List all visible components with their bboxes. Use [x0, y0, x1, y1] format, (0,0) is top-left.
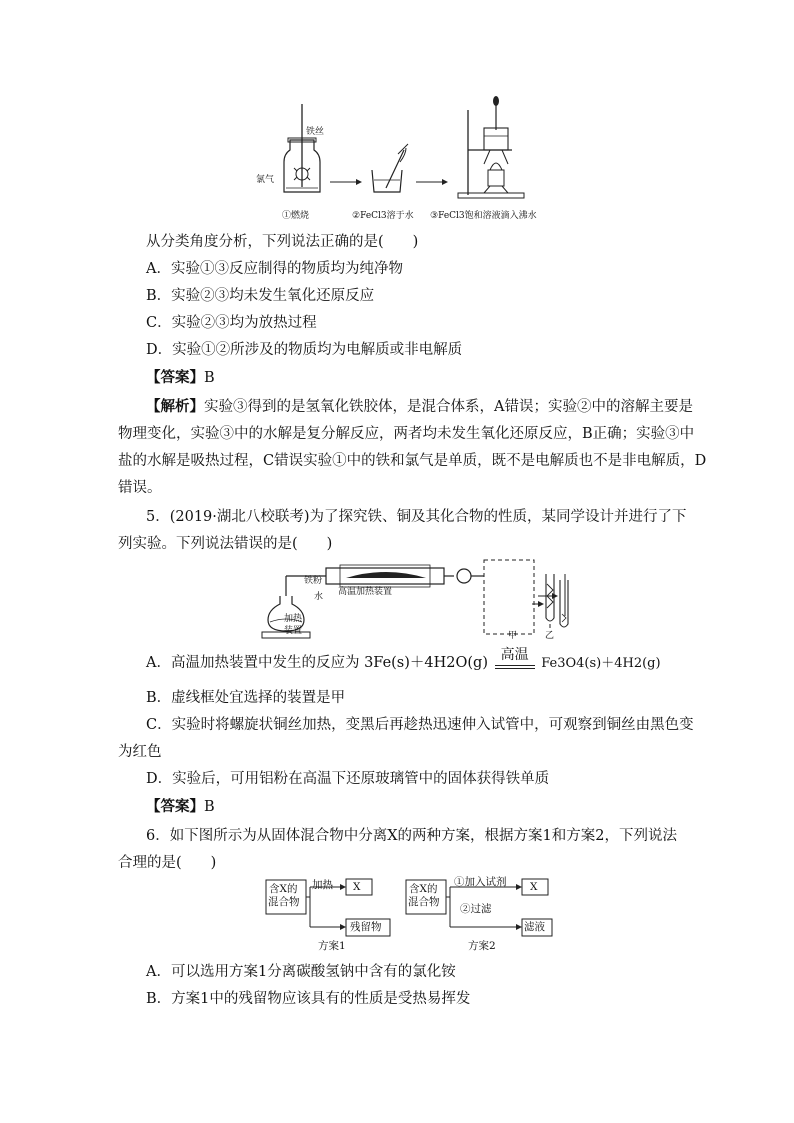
q5-option-b: B．虚线框处宜选择的装置是甲	[146, 690, 346, 706]
q5-stem-line-1: 5．(2019·湖北八校联考)为了探究铁、铜及其化合物的性质，某同学设计并进行了下	[146, 509, 687, 525]
test-tube-yi	[528, 570, 568, 630]
analysis-label: 【解析】	[146, 398, 204, 415]
experiment-figure-1	[250, 92, 550, 227]
q5-option-c-line-2: 为红色	[118, 744, 162, 760]
q5-option-a	[146, 647, 661, 674]
q5-option-d: D．实验后，可用铝粉在高温下还原玻璃管中的固体获得铁单质	[146, 771, 550, 787]
label-yi: 乙	[545, 631, 555, 641]
q4-analysis-line-2: 物理变化，实验③中的水解是复分解反应，两者均未发生氧化还原反应，B正确；实验③中	[118, 426, 695, 442]
caption-experiment-2: ②FeCl3溶于水	[352, 211, 414, 221]
scheme1-step: 加热	[312, 879, 333, 891]
label-iron-powder: 铁粉	[304, 576, 323, 586]
label-iron-wire: 铁丝	[306, 127, 325, 137]
q6-option-b: B．方案1中的残留物应该具有的性质是受热易挥发	[146, 991, 471, 1007]
reaction-condition	[493, 647, 537, 673]
condition-text: 高温	[500, 647, 529, 663]
q4-stem: 从分类角度分析，下列说法正确的是( )	[146, 234, 419, 250]
scheme2-name: 方案2	[468, 940, 496, 952]
label-jia: 甲	[508, 631, 518, 641]
scheme1-output-x: X	[353, 881, 361, 893]
q4-option-b: B．实验②③均未发生氧化还原反应	[146, 288, 375, 304]
q6-stem-line-2: 合理的是( )	[118, 855, 217, 871]
q4-analysis-line-3: 盐的水解是吸热过程，C错误实验①中的铁和氯气是单质，既不是电解质也不是非电解质，D	[118, 453, 707, 469]
scheme1-mixture-line-2: 混合物	[268, 896, 300, 908]
q6-stem-line-1: 6．如下图所示为从固体混合物中分离X的两种方案，根据方案1和方案2，下列说法	[146, 828, 677, 844]
label-water: 水	[314, 592, 324, 602]
equals-bar	[495, 665, 535, 666]
q4-analysis-line-4: 错误。	[118, 480, 162, 496]
analysis-text: 实验③得到的是氢氧化铁胶体，是混合体系，A错误；实验②中的溶解主要是	[204, 399, 693, 415]
q6-option-a: A．可以选用方案1分离碳酸氢钠中含有的氯化铵	[146, 964, 456, 980]
q4-option-c: C．实验②③均为放热过程	[146, 315, 317, 331]
label-heating-device-2: 装置	[284, 626, 303, 636]
scheme1-output-residue: 残留物	[350, 921, 382, 933]
q5-answer	[146, 797, 215, 817]
scheme1-mixture-line-1: 含X的	[269, 883, 298, 895]
caption-experiment-1: ①燃烧	[282, 211, 310, 221]
label-chlorine: 氯气	[256, 175, 275, 185]
label-heating-device-1: 加热	[284, 614, 303, 624]
caption-experiment-3: ③FeCl3饱和溶液滴入沸水	[430, 211, 537, 221]
q4-answer	[146, 368, 215, 388]
label-heating-tube: 高温加热装置	[338, 587, 393, 597]
scheme2-output-filtrate: 滤液	[524, 921, 545, 933]
q5-stem-line-2: 列实验。下列说法错误的是( )	[118, 536, 333, 552]
equals-bar	[495, 668, 535, 669]
answer-label: 【答案】	[146, 798, 204, 815]
scheme2-mixture-line-2: 混合物	[408, 896, 440, 908]
scheme2-step-2: ②过滤	[460, 903, 492, 915]
q4-option-a: A．实验①③反应制得的物质均为纯净物	[146, 261, 403, 277]
q5-option-c-line-1: C．实验时将螺旋状铜丝加热，变黑后再趁热迅速伸入试管中，可观察到铜丝由黑色变	[146, 717, 694, 733]
option-a-suffix: Fe3O4(s)＋4H2(g)	[541, 656, 661, 671]
answer-value: B	[204, 799, 215, 815]
q4-option-d: D．实验①②所涉及的物质均为电解质或非电解质	[146, 342, 463, 358]
scheme1-name: 方案1	[318, 940, 346, 952]
option-a-prefix: A．高温加热装置中发生的反应为 3Fe(s)＋4H2O(g)	[146, 655, 488, 671]
scheme2-output-x: X	[530, 881, 538, 893]
scheme2-mixture-line-1: 含X的	[409, 883, 438, 895]
scheme2-step-1: ①加入试剂	[454, 876, 507, 888]
q4-analysis-line-1	[146, 397, 693, 417]
answer-label: 【答案】	[146, 369, 204, 386]
answer-value: B	[204, 370, 215, 386]
